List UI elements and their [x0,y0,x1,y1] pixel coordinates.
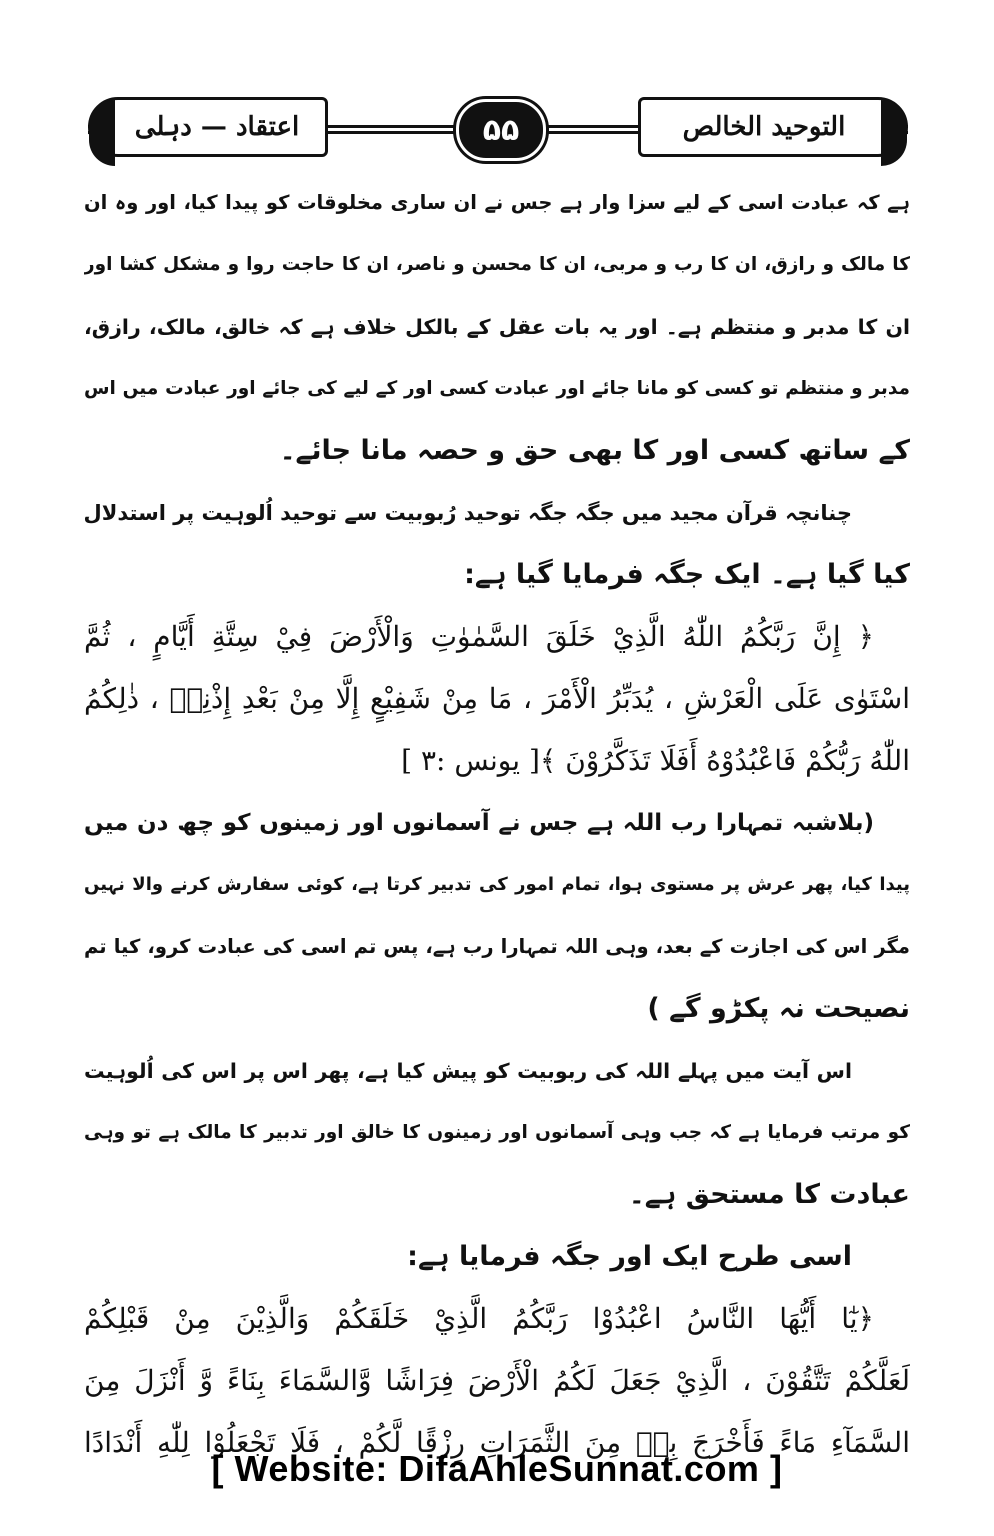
quran-verse-line: اللّٰهُ رَبُّكُمْ فَاعْبُدُوْهُ أَفَلَا تَذَكَّرُوْنَ ﴾[ یونس :۳ ] [401,744,910,777]
website-footer: [ Website: DifaAhleSunnat.com ] [211,1448,783,1489]
quran-verse-line: ﴿ إِنَّ رَبَّكُمُ اللّٰهُ الَّذِيْ خَلَقَ السَّمٰوٰتِ وَالْأَرْضَ فِيْ سِتَّةِ أَيَّامٍ ، ثُمَّ [84,620,874,653]
text-line: مدبر و منتظم تو کسی کو مانا جائے اور عبادت کسی اور کے لیے کی جائے اور عبادت میں اس [84,378,910,399]
header-left-cap [89,100,115,166]
translation-line: (بلاشبہ تمہارا رب اللہ ہے جس نے آسمانوں اور زمینوں کو چھ دن میں [84,810,874,836]
header-left-tab [88,97,328,157]
header-right-tab [638,97,908,157]
text-line: عبادت کا مستحق ہے۔ [628,1179,910,1210]
text-line: کے ساتھ کسی اور کا بھی حق و حصہ مانا جائے۔ [279,435,910,466]
quran-verse-line: اسْتَوٰى عَلَى الْعَرْشِ ، يُدَبِّرُ الْأَمْرَ ، مَا مِنْ شَفِيْعٍ إِلَّا مِنْ بَعْدِ إِذْنِهٖ ، ذٰلِكُمُ [84,682,910,715]
page-content [84,172,910,1474]
text-line: کو مرتب فرمایا ہے کہ جب وہی آسمانوں اور زمینوں کا خالق اور تدبیر کا مالک ہے تو وہی [84,1122,910,1143]
text-line: کیا گیا ہے۔ ایک جگہ فرمایا گیا ہے: [464,559,910,590]
text-line: ان کا مدبر و منتظم ہے۔ اور یہ بات عقل کے بالکل خلاف ہے کہ خالق، مالک، رازق، [84,315,910,339]
quran-verse-line: ﴿يٰٓا أَيُّهَا النَّاسُ اعْبُدُوْا رَبَّكُمُ الَّذِيْ خَلَقَكُمْ وَالَّذِيْنَ مِنْ قَبْلِكُمْ [84,1302,874,1335]
translation-line: مگر اس کی اجازت کے بعد، وہی اللہ تمہارا رب ہے، پس تم اسی کی عبادت کرو، کیا تم [84,935,910,958]
header-left-title: اعتقاد — دہلی [134,112,300,142]
text-line: کا مالک و رازق، ان کا رب و مربی، ان کا محسن و ناصر، ان کا حاجت روا و مشکل کشا اور [84,254,910,275]
text-line: ہے کہ عبادت اسی کے لیے سزا وار ہے جس نے ان ساری مخلوقات کو پیدا کیا، اور وہ ان [84,191,910,214]
text-line: اس آیت میں پہلے اللہ کی ربوبیت کو پیش کیا ہے، پھر اس پر اس کی اُلوہیت [84,1059,852,1083]
translation-line: نصیحت نہ پکڑو گے ) [647,993,910,1024]
page-number: ۵۵ [456,99,546,161]
translation-line: پیدا کیا، پھر عرش پر مستوی ہوا، تمام امور کی تدبیر کرتا ہے، کوئی سفارش کرنے والا نہیں [84,874,910,895]
text-line: اسی طرح ایک اور جگہ فرمایا ہے: [407,1241,852,1272]
quran-verse-line: السَّمَآءِ مَاءً فَأَخْرَجَ بِهٖ مِنَ الثَّمَرَاتِ رِزْقًا لَّكُمْ ، فَلَا تَجْعَلُوْا لِلّٰهِ أَنْدَادًا [84,1426,910,1459]
text-line: چنانچہ قرآن مجید میں جگہ جگہ توحید رُبوبیت سے توحید اُلوہیت پر استدلال [84,501,852,525]
header-right-title: التوحید الخالص [682,112,846,142]
header-right-cap [881,100,907,166]
quran-verse-line: لَعَلَّكُمْ تَتَّقُوْنَ ، الَّذِيْ جَعَلَ لَكُمُ الْأَرْضَ فِرَاشًا وَّالسَّمَاءَ بِنَاءً وَّ أَنْزَلَ مِنَ [84,1364,910,1397]
page-header [88,95,908,161]
